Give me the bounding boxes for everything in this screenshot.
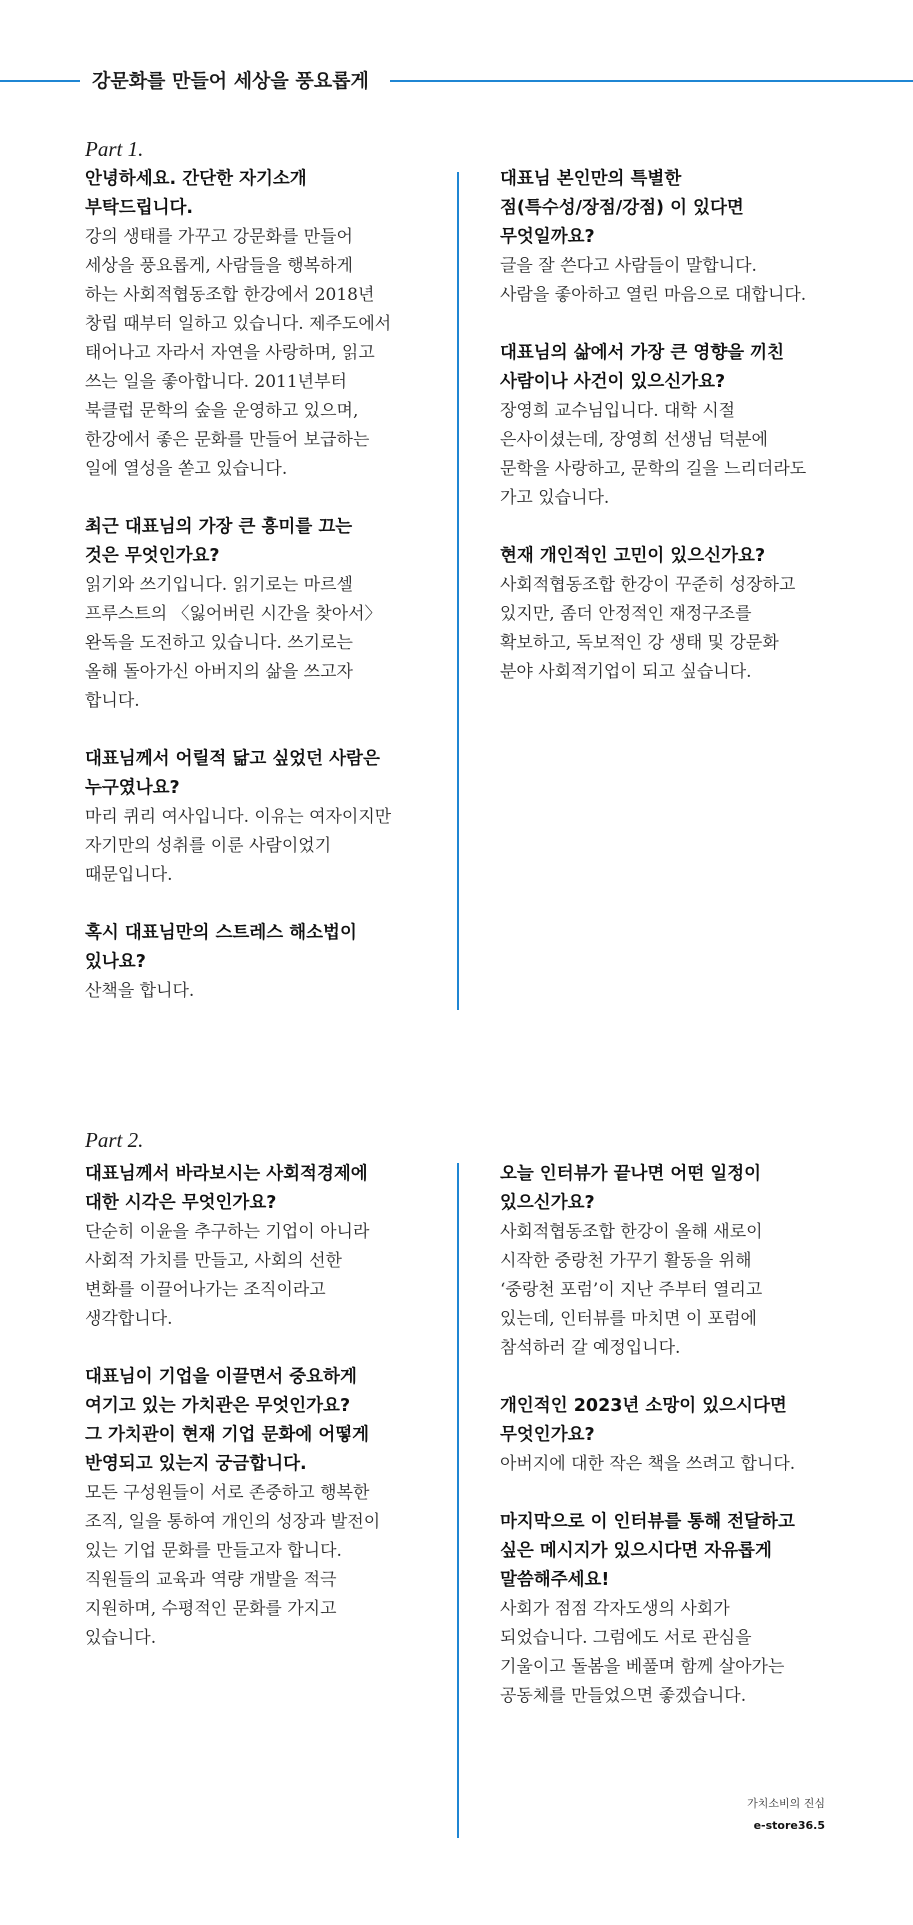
answer-line: 문학을 사랑하고, 문학의 길을 느리더라도 [500,459,807,479]
answer-line: 북클럽 문학의 숲을 운영하고 있으며, [85,401,359,421]
question-line: 것은 무엇인가요? [85,546,220,566]
part1-column-divider [457,172,459,1010]
question-line: 현재 개인적인 고민이 있으신가요? [500,546,766,566]
header-rule-right [390,80,913,82]
answer-line: 올해 돌아가신 아버지의 삶을 쓰고자 [85,662,353,682]
question-line: 사람이나 사건이 있으신가요? [500,372,726,392]
answer-line: 직원들의 교육과 역량 개발을 적극 [85,1570,337,1590]
footer-store-name: e-store36.5 [753,1819,825,1832]
question-line: 대표님의 삶에서 가장 큰 영향을 끼친 [500,343,785,363]
answer-line: 창립 때부터 일하고 있습니다. 제주도에서 [85,314,392,334]
answer-line: 글을 잘 쓴다고 사람들이 말합니다. [500,256,757,276]
question-line: 점(특수성/장점/강점) 이 있다면 [500,198,744,218]
part1-left-column [85,165,425,1035]
part1-label: Part 1. [85,137,144,161]
question-line: 누구였나요? [85,778,180,798]
answer-line: 사회적 가치를 만들고, 사회의 선한 [85,1251,342,1271]
qa-block [85,513,425,716]
answer-line: 모든 구성원들이 서로 존중하고 행복한 [85,1483,370,1503]
answer-line: 자기만의 성취를 이룬 사람이었기 [85,836,332,856]
question-line: 있으신가요? [500,1193,595,1213]
question-line: 싶은 메시지가 있으시다면 자유롭게 [500,1541,772,1561]
answer-line: 변화를 이끌어나가는 조직이라고 [85,1280,326,1300]
question-line: 여기고 있는 가치관은 무엇인가요? [85,1396,351,1416]
answer-line: 사회가 점점 각자도생의 사회가 [500,1599,730,1619]
question-line: 대표님께서 바라보시는 사회적경제에 [85,1164,368,1184]
question-line: 무엇인가요? [500,1425,595,1445]
answer-line: 하는 사회적협동조합 한강에서 2018년 [85,285,375,305]
answer-line: 완독을 도전하고 있습니다. 쓰기로는 [85,633,353,653]
qa-block [500,165,845,310]
answer-line: 가고 있습니다. [500,488,610,508]
question-line: 안녕하세요. 간단한 자기소개 [85,169,307,189]
answer-line: ‘중랑천 포럼’이 지난 주부터 열리고 [500,1280,763,1300]
answer-line: 합니다. [85,691,140,711]
part2-label: Part 2. [85,1128,144,1152]
header-title: 강문화를 만들어 세상을 풍요롭게 [92,70,369,92]
answer-line: 읽기와 쓰기입니다. 읽기로는 마르셀 [85,575,353,595]
answer-line: 공동체를 만들었으면 좋겠습니다. [500,1686,747,1706]
question-line: 개인적인 2023년 소망이 있으시다면 [500,1396,787,1416]
question-line: 무엇일까요? [500,227,595,247]
qa-block [85,919,425,1006]
qa-block [85,1160,425,1334]
question-line: 오늘 인터뷰가 끝나면 어떤 일정이 [500,1164,762,1184]
section-header [0,62,913,98]
answer-line: 생각합니다. [85,1309,173,1329]
qa-block [85,745,425,890]
answer-line: 조직, 일을 통하여 개인의 성장과 발전이 [85,1512,381,1532]
answer-line: 참석하러 갈 예정입니다. [500,1338,681,1358]
answer-line: 일에 열성을 쏟고 있습니다. [85,459,288,479]
part1-right-column [500,165,845,716]
answer-line: 분야 사회적기업이 되고 싶습니다. [500,662,752,682]
answer-line: 마리 퀴리 여사입니다. 이유는 여자이지만 [85,807,392,827]
answer-line: 확보하고, 독보적인 강 생태 및 강문화 [500,633,779,653]
answer-line: 강의 생태를 가꾸고 강문화를 만들어 [85,227,353,247]
question-line: 대표님 본인만의 특별한 [500,169,682,189]
question-line: 대표님께서 어릴적 닮고 싶었던 사람은 [85,749,380,769]
answer-line: 한강에서 좋은 문화를 만들어 보급하는 [85,430,370,450]
question-line: 최근 대표님의 가장 큰 흥미를 끄는 [85,517,353,537]
answer-line: 시작한 중랑천 가꾸기 활동을 위해 [500,1251,752,1271]
qa-block [85,165,425,484]
footer-tagline: 가치소비의 진심 [747,1797,825,1810]
answer-line: 쓰는 일을 좋아합니다. 2011년부터 [85,372,347,392]
answer-line: 기울이고 돌봄을 베풀며 함께 살아가는 [500,1657,785,1677]
part2-column-divider [457,1163,459,1838]
answer-line: 사회적협동조합 한강이 올해 새로이 [500,1222,763,1242]
question-line: 혹시 대표님만의 스트레스 해소법이 [85,923,357,943]
question-line: 있나요? [85,952,146,972]
answer-line: 프루스트의 〈잃어버린 시간을 찾아서〉 [85,604,382,624]
question-line: 반영되고 있는지 궁금합니다. [85,1454,307,1474]
answer-line: 있는데, 인터뷰를 마치면 이 포럼에 [500,1309,757,1329]
qa-block [500,542,845,687]
question-line: 대한 시각은 무엇인가요? [85,1193,277,1213]
answer-line: 있습니다. [85,1628,157,1648]
answer-line: 있지만, 좀더 안정적인 재정구조를 [500,604,752,624]
answer-line: 사람을 좋아하고 열린 마음으로 대합니다. [500,285,807,305]
qa-block [500,1508,845,1711]
part2-right-column [500,1160,845,1740]
answer-line: 산책을 합니다. [85,981,195,1001]
part2-left-column [85,1160,425,1682]
answer-line: 때문입니다. [85,865,173,885]
answer-line: 사회적협동조합 한강이 꾸준히 성장하고 [500,575,796,595]
answer-line: 아버지에 대한 작은 책을 쓰려고 합니다. [500,1454,796,1474]
question-line: 마지막으로 이 인터뷰를 통해 전달하고 [500,1512,795,1532]
qa-block [500,1160,845,1363]
answer-line: 은사이셨는데, 장영희 선생님 덕분에 [500,430,768,450]
header-rule-left [0,80,80,82]
answer-line: 세상을 풍요롭게, 사람들을 행복하게 [85,256,353,276]
qa-block [85,1363,425,1653]
question-line: 그 가치관이 현재 기업 문화에 어떻게 [85,1425,370,1445]
answer-line: 지원하며, 수평적인 문화를 가지고 [85,1599,337,1619]
footer-brand [747,1795,825,1832]
question-line: 부탁드립니다. [85,198,194,218]
qa-block [500,339,845,513]
question-line: 대표님이 기업을 이끌면서 중요하게 [85,1367,357,1387]
question-line: 말씀해주세요! [500,1570,610,1590]
answer-line: 단순히 이윤을 추구하는 기업이 아니라 [85,1222,370,1242]
qa-block [500,1392,845,1479]
answer-line: 장영희 교수님입니다. 대학 시절 [500,401,736,421]
answer-line: 있는 기업 문화를 만들고자 합니다. [85,1541,342,1561]
answer-line: 태어나고 자라서 자연을 사랑하며, 읽고 [85,343,375,363]
answer-line: 되었습니다. 그럼에도 서로 관심을 [500,1628,752,1648]
